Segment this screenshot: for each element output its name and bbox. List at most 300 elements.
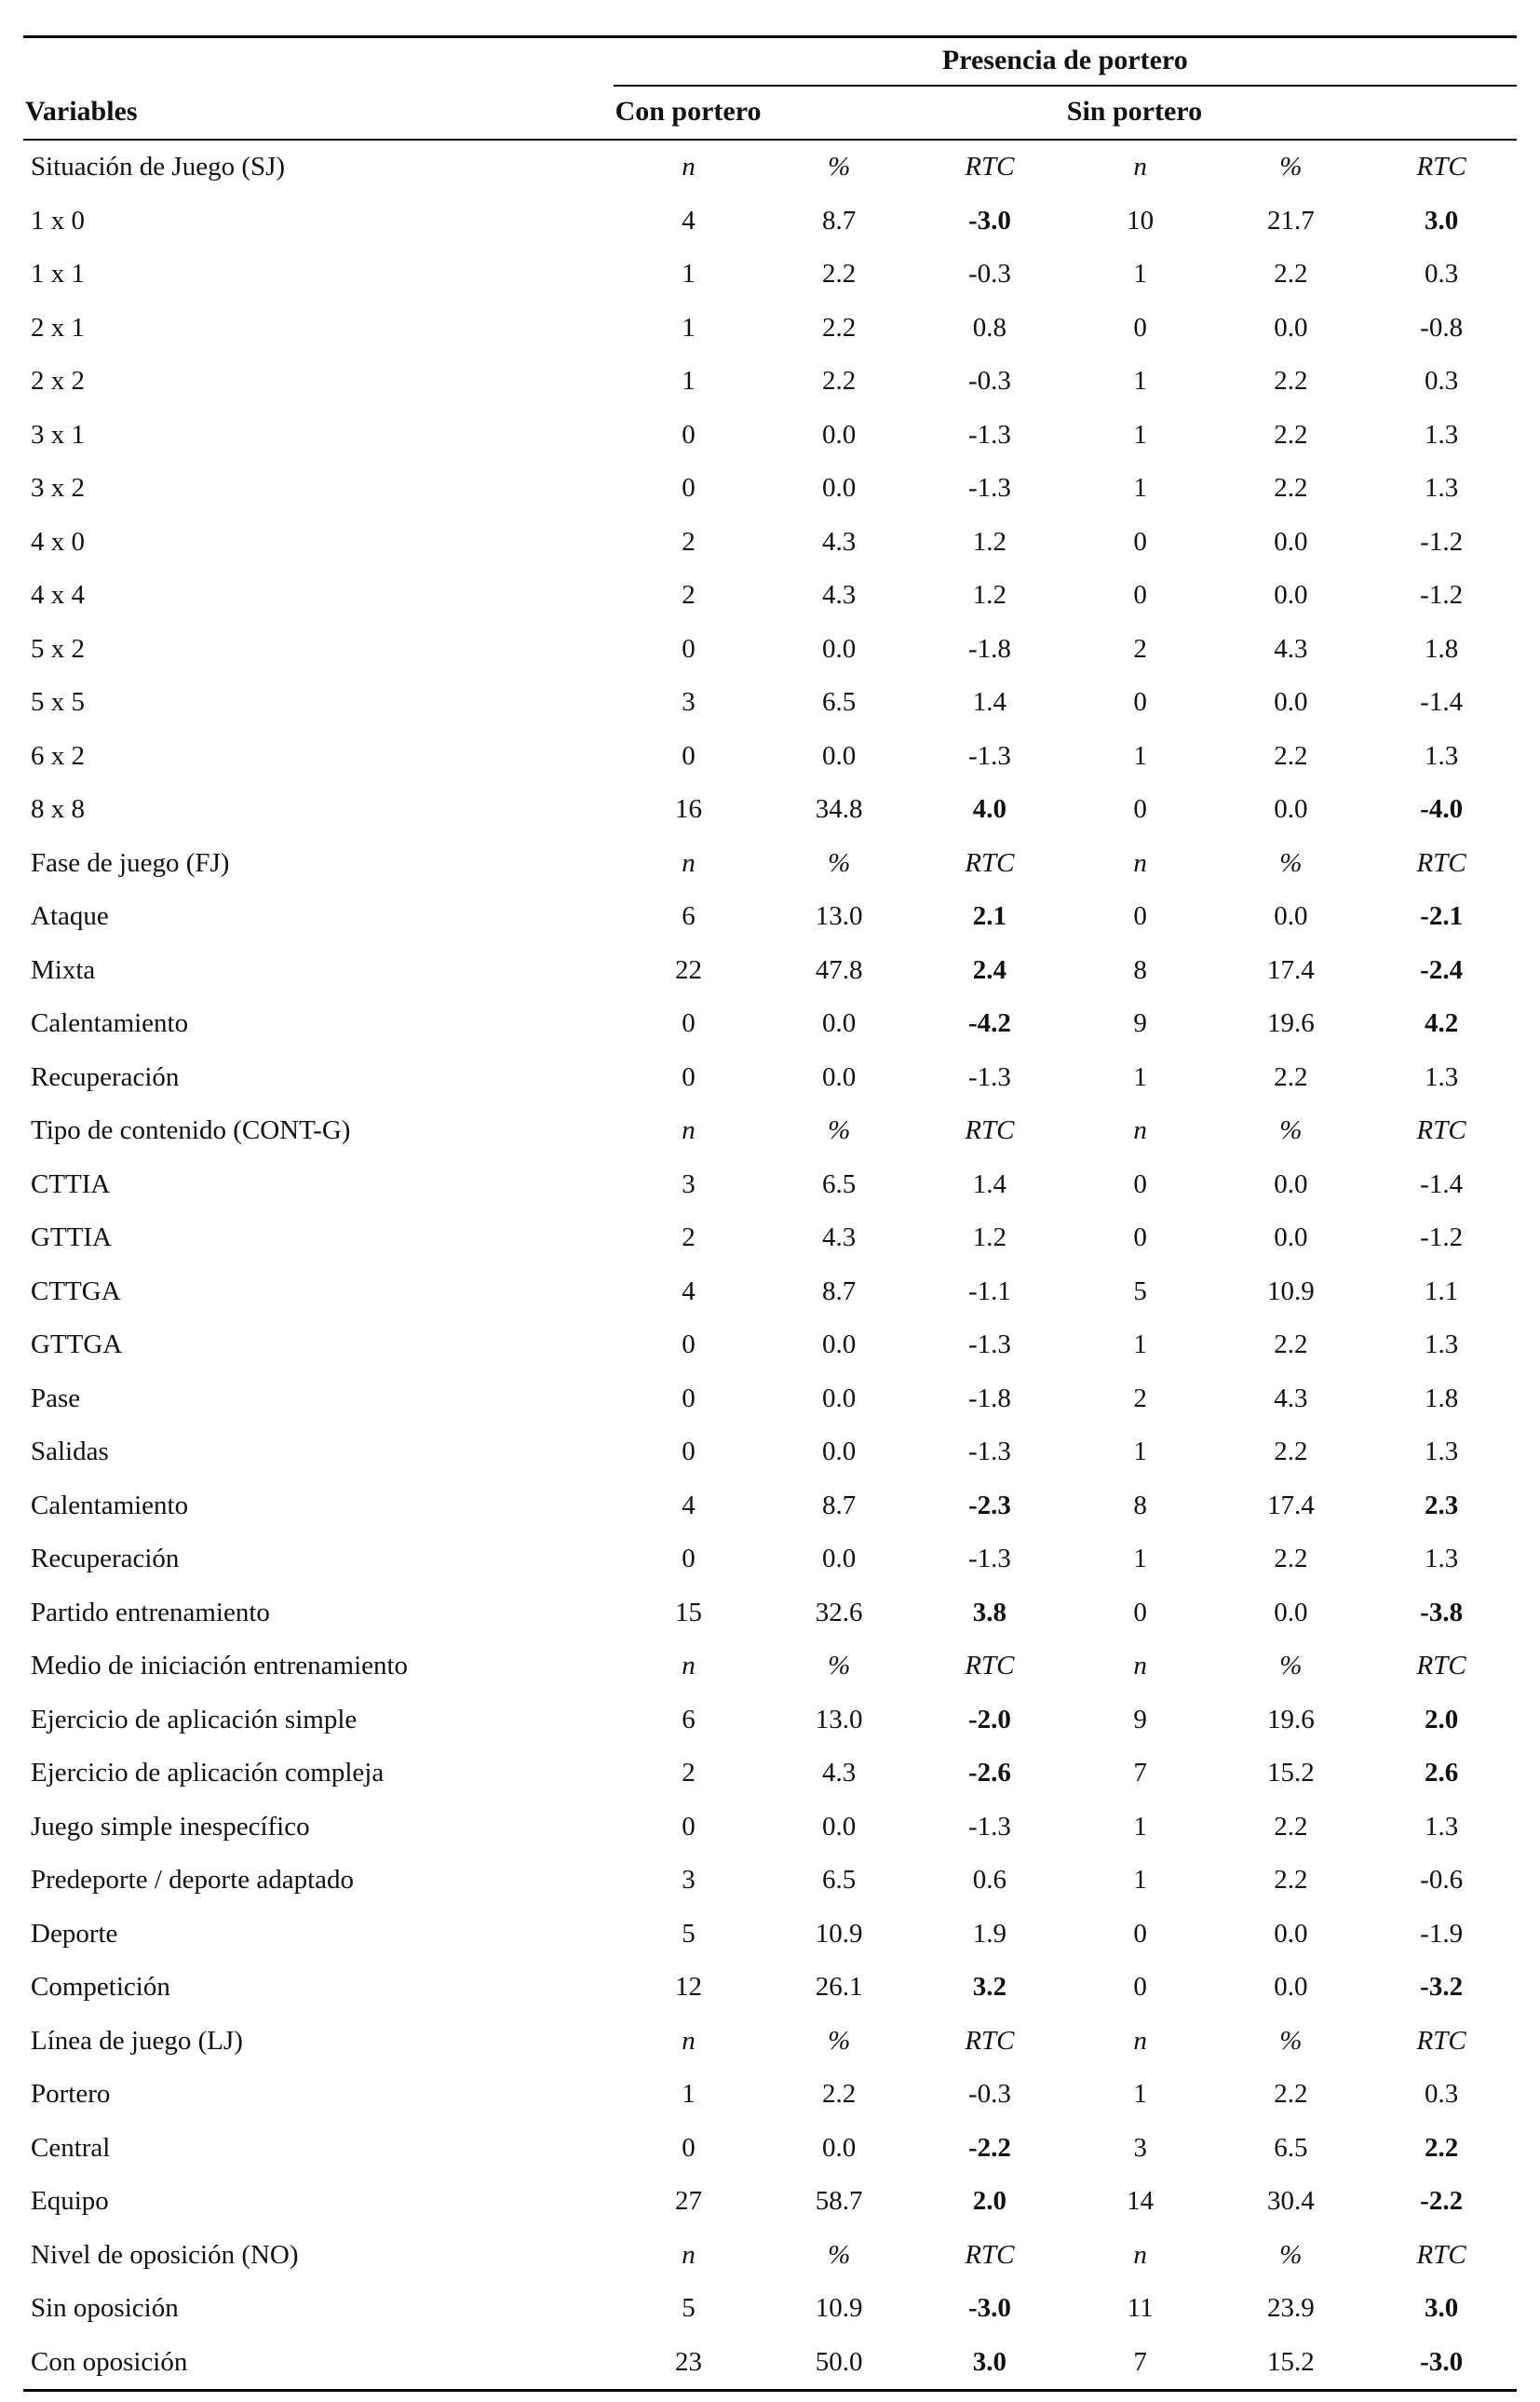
table-row [23,2175,1517,2229]
row-label: GTTGA [31,1329,123,1360]
cell-n: 0 [1133,1168,1147,1199]
table-row [23,944,1517,998]
row-label: Sin oposición [31,2293,179,2324]
row-label: Juego simple inespecífico [31,1811,310,1842]
section-header-row [23,141,1517,195]
cell-rtc: -0.3 [967,2079,1011,2110]
cell-n: 0 [1133,580,1147,611]
cell-rtc: 4.2 [1425,1008,1459,1039]
cell-pct: 4.3 [1274,633,1308,664]
cell-n: 2 [1133,633,1147,664]
cell-pct: 15.2 [1267,1758,1315,1788]
cell-pct: 2.2 [1274,366,1308,397]
cell-pct: 10.9 [1267,1275,1315,1306]
column-label: n [1133,847,1147,878]
row-label: CTTGA [31,1275,121,1306]
column-label: % [1279,2025,1303,2056]
cell-n: 2 [682,1222,696,1253]
cell-rtc: -1.2 [1420,1222,1464,1253]
table-row [23,890,1517,944]
column-label: % [828,847,851,878]
cell-rtc: 2.0 [972,2186,1007,2217]
cell-pct: 2.2 [1274,1811,1308,1842]
column-label: RTC [1416,1651,1466,1681]
cell-n: 2 [682,526,696,557]
table-bottom-rule [23,2389,1517,2392]
column-label: % [828,1651,851,1681]
cell-pct: 0.0 [822,2132,857,2163]
cell-n: 1 [682,366,696,397]
cell-pct: 4.3 [1274,1383,1308,1413]
cell-n: 0 [1133,794,1147,825]
cell-pct: 4.3 [822,580,857,611]
row-label: Calentamiento [31,1008,189,1039]
cell-pct: 0.0 [1274,1597,1308,1627]
cell-pct: 0.0 [1274,580,1308,611]
cell-pct: 0.0 [822,740,857,771]
cell-n: 0 [682,1811,696,1842]
cell-pct: 19.6 [1267,1008,1315,1039]
cell-rtc: 1.3 [1425,1544,1459,1574]
cell-n: 12 [674,1972,702,2003]
row-label: 6 x 2 [31,740,85,771]
cell-n: 1 [1133,473,1147,504]
cell-rtc: 2.4 [972,954,1007,985]
cell-rtc: -1.8 [967,633,1011,664]
cell-pct: 0.0 [1274,1168,1308,1199]
cell-n: 7 [1133,2346,1147,2377]
cell-rtc: 4.0 [972,794,1007,825]
cell-n: 4 [682,205,696,236]
column-label: % [828,2239,851,2270]
row-label: Predeporte / deporte adaptado [31,1865,355,1896]
table-row [23,1158,1517,1212]
cell-n: 1 [1133,419,1147,450]
cell-n: 9 [1133,1008,1147,1039]
statistics-table [23,35,1517,2392]
cell-pct: 0.0 [822,473,857,504]
column-label: RTC [1416,152,1466,182]
cell-rtc: 1.3 [1425,473,1459,504]
cell-pct: 2.2 [822,259,857,290]
column-label: n [1133,1651,1147,1681]
table-row [23,623,1517,677]
cell-pct: 2.2 [822,2079,857,2110]
row-label: Deporte [31,1918,118,1949]
cell-n: 2 [1133,1383,1147,1413]
group-header-con-portero: Con portero [615,96,762,127]
cell-rtc: 1.2 [972,1222,1007,1253]
column-label: n [1133,2239,1147,2270]
cell-n: 0 [682,1437,696,1467]
table-row [23,1051,1517,1105]
cell-n: 1 [682,2079,696,2110]
group-header-sin-portero: Sin portero [1066,96,1203,127]
cell-pct: 0.0 [822,1329,857,1360]
column-label: n [1133,1115,1147,1146]
cell-rtc: 1.3 [1425,419,1459,450]
row-label: Calentamiento [31,1490,189,1520]
cell-n: 5 [1133,1275,1147,1306]
cell-rtc: 1.3 [1425,1061,1459,1092]
cell-pct: 0.0 [822,1383,857,1413]
cell-n: 1 [1133,740,1147,771]
row-label: Pase [31,1383,81,1413]
cell-n: 1 [1133,2079,1147,2110]
cell-pct: 2.2 [1274,1437,1308,1467]
cell-rtc: -2.0 [967,1704,1011,1734]
cell-rtc: -3.2 [1420,1972,1464,2003]
section-label: Nivel de oposición (NO) [31,2239,299,2270]
section-label: Fase de juego (FJ) [31,847,230,878]
table-row [23,2122,1517,2176]
cell-pct: 2.2 [1274,473,1308,504]
column-label: n [682,1651,696,1681]
row-label: Ejercicio de aplicación simple [31,1704,358,1734]
cell-rtc: 1.9 [972,1918,1007,1949]
cell-pct: 30.4 [1267,2186,1315,2217]
cell-n: 7 [1133,1758,1147,1788]
cell-rtc: -1.2 [1420,526,1464,557]
row-label: 2 x 1 [31,312,85,343]
row-label: 3 x 2 [31,473,85,504]
cell-pct: 0.0 [822,1437,857,1467]
cell-n: 0 [1133,687,1147,718]
column-label: % [1279,1651,1303,1681]
cell-n: 5 [682,2293,696,2324]
row-label: Competición [31,1972,170,2003]
cell-n: 4 [682,1490,696,1520]
cell-rtc: -1.9 [1420,1918,1464,1949]
cell-n: 14 [1127,2186,1155,2217]
cell-pct: 4.3 [822,1758,857,1788]
table-row [23,1694,1517,1748]
cell-n: 5 [682,1918,696,1949]
cell-n: 1 [1133,1061,1147,1092]
cell-rtc: 2.1 [972,901,1007,932]
cell-pct: 15.2 [1267,2346,1315,2377]
table-row [23,2336,1517,2390]
cell-n: 16 [674,794,702,825]
cell-pct: 13.0 [815,901,863,932]
section-label: Medio de iniciación entrenamiento [31,1651,409,1681]
cell-rtc: -2.3 [967,1490,1011,1520]
cell-pct: 4.3 [822,526,857,557]
table-row [23,195,1517,249]
cell-n: 0 [1133,1222,1147,1253]
cell-rtc: 1.2 [972,580,1007,611]
cell-pct: 6.5 [822,1865,857,1896]
cell-rtc: -1.3 [967,1811,1011,1842]
cell-n: 0 [682,633,696,664]
table-row [23,2068,1517,2122]
cell-pct: 2.2 [1274,259,1308,290]
cell-n: 6 [682,1704,696,1734]
cell-pct: 2.2 [1274,1865,1308,1896]
cell-pct: 6.5 [822,687,857,718]
cell-pct: 13.0 [815,1704,863,1734]
cell-pct: 2.2 [1274,2079,1308,2110]
cell-n: 11 [1127,2293,1154,2324]
table-row [23,997,1517,1051]
cell-pct: 0.0 [822,1811,857,1842]
cell-n: 0 [1133,901,1147,932]
cell-rtc: -3.0 [967,2293,1011,2324]
column-label: % [1279,847,1303,878]
cell-n: 3 [682,1865,696,1896]
section-label: Línea de juego (LJ) [31,2025,243,2056]
cell-rtc: 1.4 [972,1168,1007,1199]
cell-rtc: -4.0 [1420,794,1464,825]
table-row [23,1586,1517,1640]
cell-pct: 0.0 [822,419,857,450]
cell-pct: 0.0 [1274,312,1308,343]
cell-rtc: -0.3 [967,259,1011,290]
cell-n: 9 [1133,1704,1147,1734]
cell-n: 0 [682,1008,696,1039]
cell-n: 0 [682,1329,696,1360]
column-label: RTC [1416,2239,1466,2270]
cell-pct: 0.0 [1274,794,1308,825]
row-label: Ejercicio de aplicación compleja [31,1758,385,1788]
cell-n: 1 [1133,1437,1147,1467]
cell-rtc: 0.3 [1425,366,1459,397]
cell-rtc: 2.3 [1425,1490,1459,1520]
variables-header: Variables [25,96,138,127]
column-label: n [682,2025,696,2056]
cell-rtc: 3.0 [1425,2293,1459,2324]
cell-rtc: 3.0 [1425,205,1459,236]
cell-n: 8 [1133,1490,1147,1520]
cell-n: 1 [1133,1544,1147,1574]
cell-rtc: 0.3 [1425,259,1459,290]
cell-rtc: 3.8 [972,1597,1007,1627]
cell-n: 3 [682,1168,696,1199]
cell-n: 0 [682,1383,696,1413]
section-header-row [23,2229,1517,2283]
cell-rtc: -2.4 [1420,954,1464,985]
table-row [23,1747,1517,1801]
cell-n: 0 [682,740,696,771]
cell-pct: 10.9 [815,1918,863,1949]
cell-rtc: 2.6 [1425,1758,1459,1788]
row-label: 3 x 1 [31,419,85,450]
cell-rtc: -3.0 [1420,2346,1464,2377]
cell-rtc: -1.3 [967,473,1011,504]
table-row [23,1479,1517,1533]
cell-pct: 0.0 [822,1008,857,1039]
section-label: Situación de Juego (SJ) [31,152,286,182]
column-label: n [682,847,696,878]
cell-rtc: 1.3 [1425,1437,1459,1467]
table-row [23,569,1517,623]
column-label: % [828,2025,851,2056]
cell-pct: 58.7 [815,2186,863,2217]
cell-rtc: -1.3 [967,1544,1011,1574]
cell-rtc: -0.6 [1420,1865,1464,1896]
cell-rtc: -1.1 [967,1275,1011,1306]
column-label: RTC [1416,2025,1466,2056]
cell-pct: 4.3 [822,1222,857,1253]
cell-n: 22 [674,954,702,985]
column-label: RTC [965,2025,1015,2056]
row-label: 8 x 8 [31,794,85,825]
row-label: GTTIA [31,1222,112,1253]
span-header-spacer [23,38,614,87]
column-label: % [828,152,851,182]
cell-pct: 2.2 [1274,1061,1308,1092]
table-row [23,676,1517,730]
cell-rtc: 2.2 [1425,2132,1459,2163]
cell-n: 1 [1133,366,1147,397]
cell-rtc: 1.4 [972,687,1007,718]
row-label: Con oposición [31,2346,188,2377]
cell-n: 3 [682,687,696,718]
cell-pct: 0.0 [822,1544,857,1574]
cell-pct: 2.2 [822,312,857,343]
cell-rtc: 1.3 [1425,740,1459,771]
column-label: RTC [1416,1115,1466,1146]
cell-pct: 6.5 [1274,2132,1308,2163]
table-span-header [23,38,1517,87]
cell-n: 23 [674,2346,702,2377]
column-label: n [1133,2025,1147,2056]
table-row [23,516,1517,570]
cell-n: 1 [1133,1811,1147,1842]
cell-pct: 2.2 [1274,740,1308,771]
table-row [23,1854,1517,1908]
table-row [23,1265,1517,1319]
cell-n: 1 [1133,1865,1147,1896]
cell-rtc: -2.2 [1420,2186,1464,2217]
cell-rtc: -1.3 [967,1329,1011,1360]
section-header-row [23,837,1517,891]
column-label: n [682,152,696,182]
cell-n: 0 [1133,312,1147,343]
cell-n: 2 [682,1758,696,1788]
cell-rtc: 3.2 [972,1972,1007,2003]
table-row [23,462,1517,516]
cell-rtc: -1.3 [967,1061,1011,1092]
column-label: RTC [965,152,1015,182]
cell-n: 1 [1133,1329,1147,1360]
cell-n: 0 [682,2132,696,2163]
cell-rtc: 0.8 [972,312,1007,343]
column-label: RTC [965,847,1015,878]
cell-pct: 0.0 [822,633,857,664]
cell-pct: 23.9 [1267,2293,1315,2324]
cell-rtc: -1.8 [967,1383,1011,1413]
cell-rtc: 0.3 [1425,2079,1459,2110]
table-row [23,302,1517,356]
table-row [23,248,1517,302]
table-body [23,141,1517,2389]
row-label: CTTIA [31,1168,111,1199]
cell-rtc: -2.6 [967,1758,1011,1788]
cell-n: 0 [1133,1972,1147,2003]
cell-pct: 0.0 [1274,526,1308,557]
column-label: RTC [1416,847,1466,878]
cell-rtc: 1.1 [1425,1275,1459,1306]
column-label: % [1279,1115,1303,1146]
cell-rtc: 0.6 [972,1865,1007,1896]
table-row [23,1425,1517,1479]
cell-rtc: -2.1 [1420,901,1464,932]
table-row [23,783,1517,837]
cell-pct: 0.0 [822,1061,857,1092]
section-header-row [23,2015,1517,2069]
cell-pct: 2.2 [1274,419,1308,450]
cell-pct: 34.8 [815,794,863,825]
cell-n: 0 [1133,1918,1147,1949]
cell-n: 0 [682,1061,696,1092]
table-row [23,1211,1517,1265]
cell-rtc: -1.3 [967,740,1011,771]
table-row [23,1908,1517,1962]
cell-rtc: 1.3 [1425,1329,1459,1360]
row-label: Central [31,2132,111,2163]
column-label: n [682,1115,696,1146]
row-label: Salidas [31,1437,109,1467]
table-span-title: Presencia de portero [614,38,1517,87]
cell-n: 0 [1133,526,1147,557]
cell-pct: 2.2 [1274,1544,1308,1574]
cell-pct: 50.0 [815,2346,863,2377]
cell-rtc: 1.8 [1425,1383,1459,1413]
cell-pct: 21.7 [1267,205,1315,236]
cell-n: 27 [674,2186,702,2217]
cell-rtc: 1.3 [1425,1811,1459,1842]
cell-pct: 19.6 [1267,1704,1315,1734]
cell-n: 0 [682,473,696,504]
cell-pct: 8.7 [822,1275,857,1306]
cell-n: 0 [682,1544,696,1574]
column-label: % [828,1115,851,1146]
cell-pct: 0.0 [1274,1222,1308,1253]
column-label: % [1279,152,1303,182]
cell-n: 3 [1133,2132,1147,2163]
section-header-row [23,1104,1517,1158]
cell-pct: 8.7 [822,1490,857,1520]
row-label: 1 x 0 [31,205,85,236]
cell-n: 1 [1133,259,1147,290]
table-row [23,1961,1517,2015]
cell-rtc: -0.3 [967,366,1011,397]
row-label: 2 x 2 [31,366,85,397]
column-label: n [1133,152,1147,182]
table-row [23,1532,1517,1586]
row-label: 5 x 5 [31,687,85,718]
cell-rtc: -0.8 [1420,312,1464,343]
cell-n: 2 [682,580,696,611]
cell-pct: 2.2 [1274,1329,1308,1360]
section-header-row [23,1640,1517,1694]
cell-rtc: -2.2 [967,2132,1011,2163]
cell-pct: 0.0 [1274,901,1308,932]
cell-rtc: 3.0 [972,2346,1007,2377]
cell-n: 4 [682,1275,696,1306]
cell-n: 8 [1133,954,1147,985]
table-row [23,1318,1517,1372]
table-row [23,355,1517,409]
row-label: 5 x 2 [31,633,85,664]
cell-n: 0 [1133,1597,1147,1627]
cell-n: 6 [682,901,696,932]
cell-pct: 2.2 [822,366,857,397]
cell-rtc: 1.2 [972,526,1007,557]
row-label: Mixta [31,954,96,985]
row-label: Recuperación [31,1544,180,1574]
